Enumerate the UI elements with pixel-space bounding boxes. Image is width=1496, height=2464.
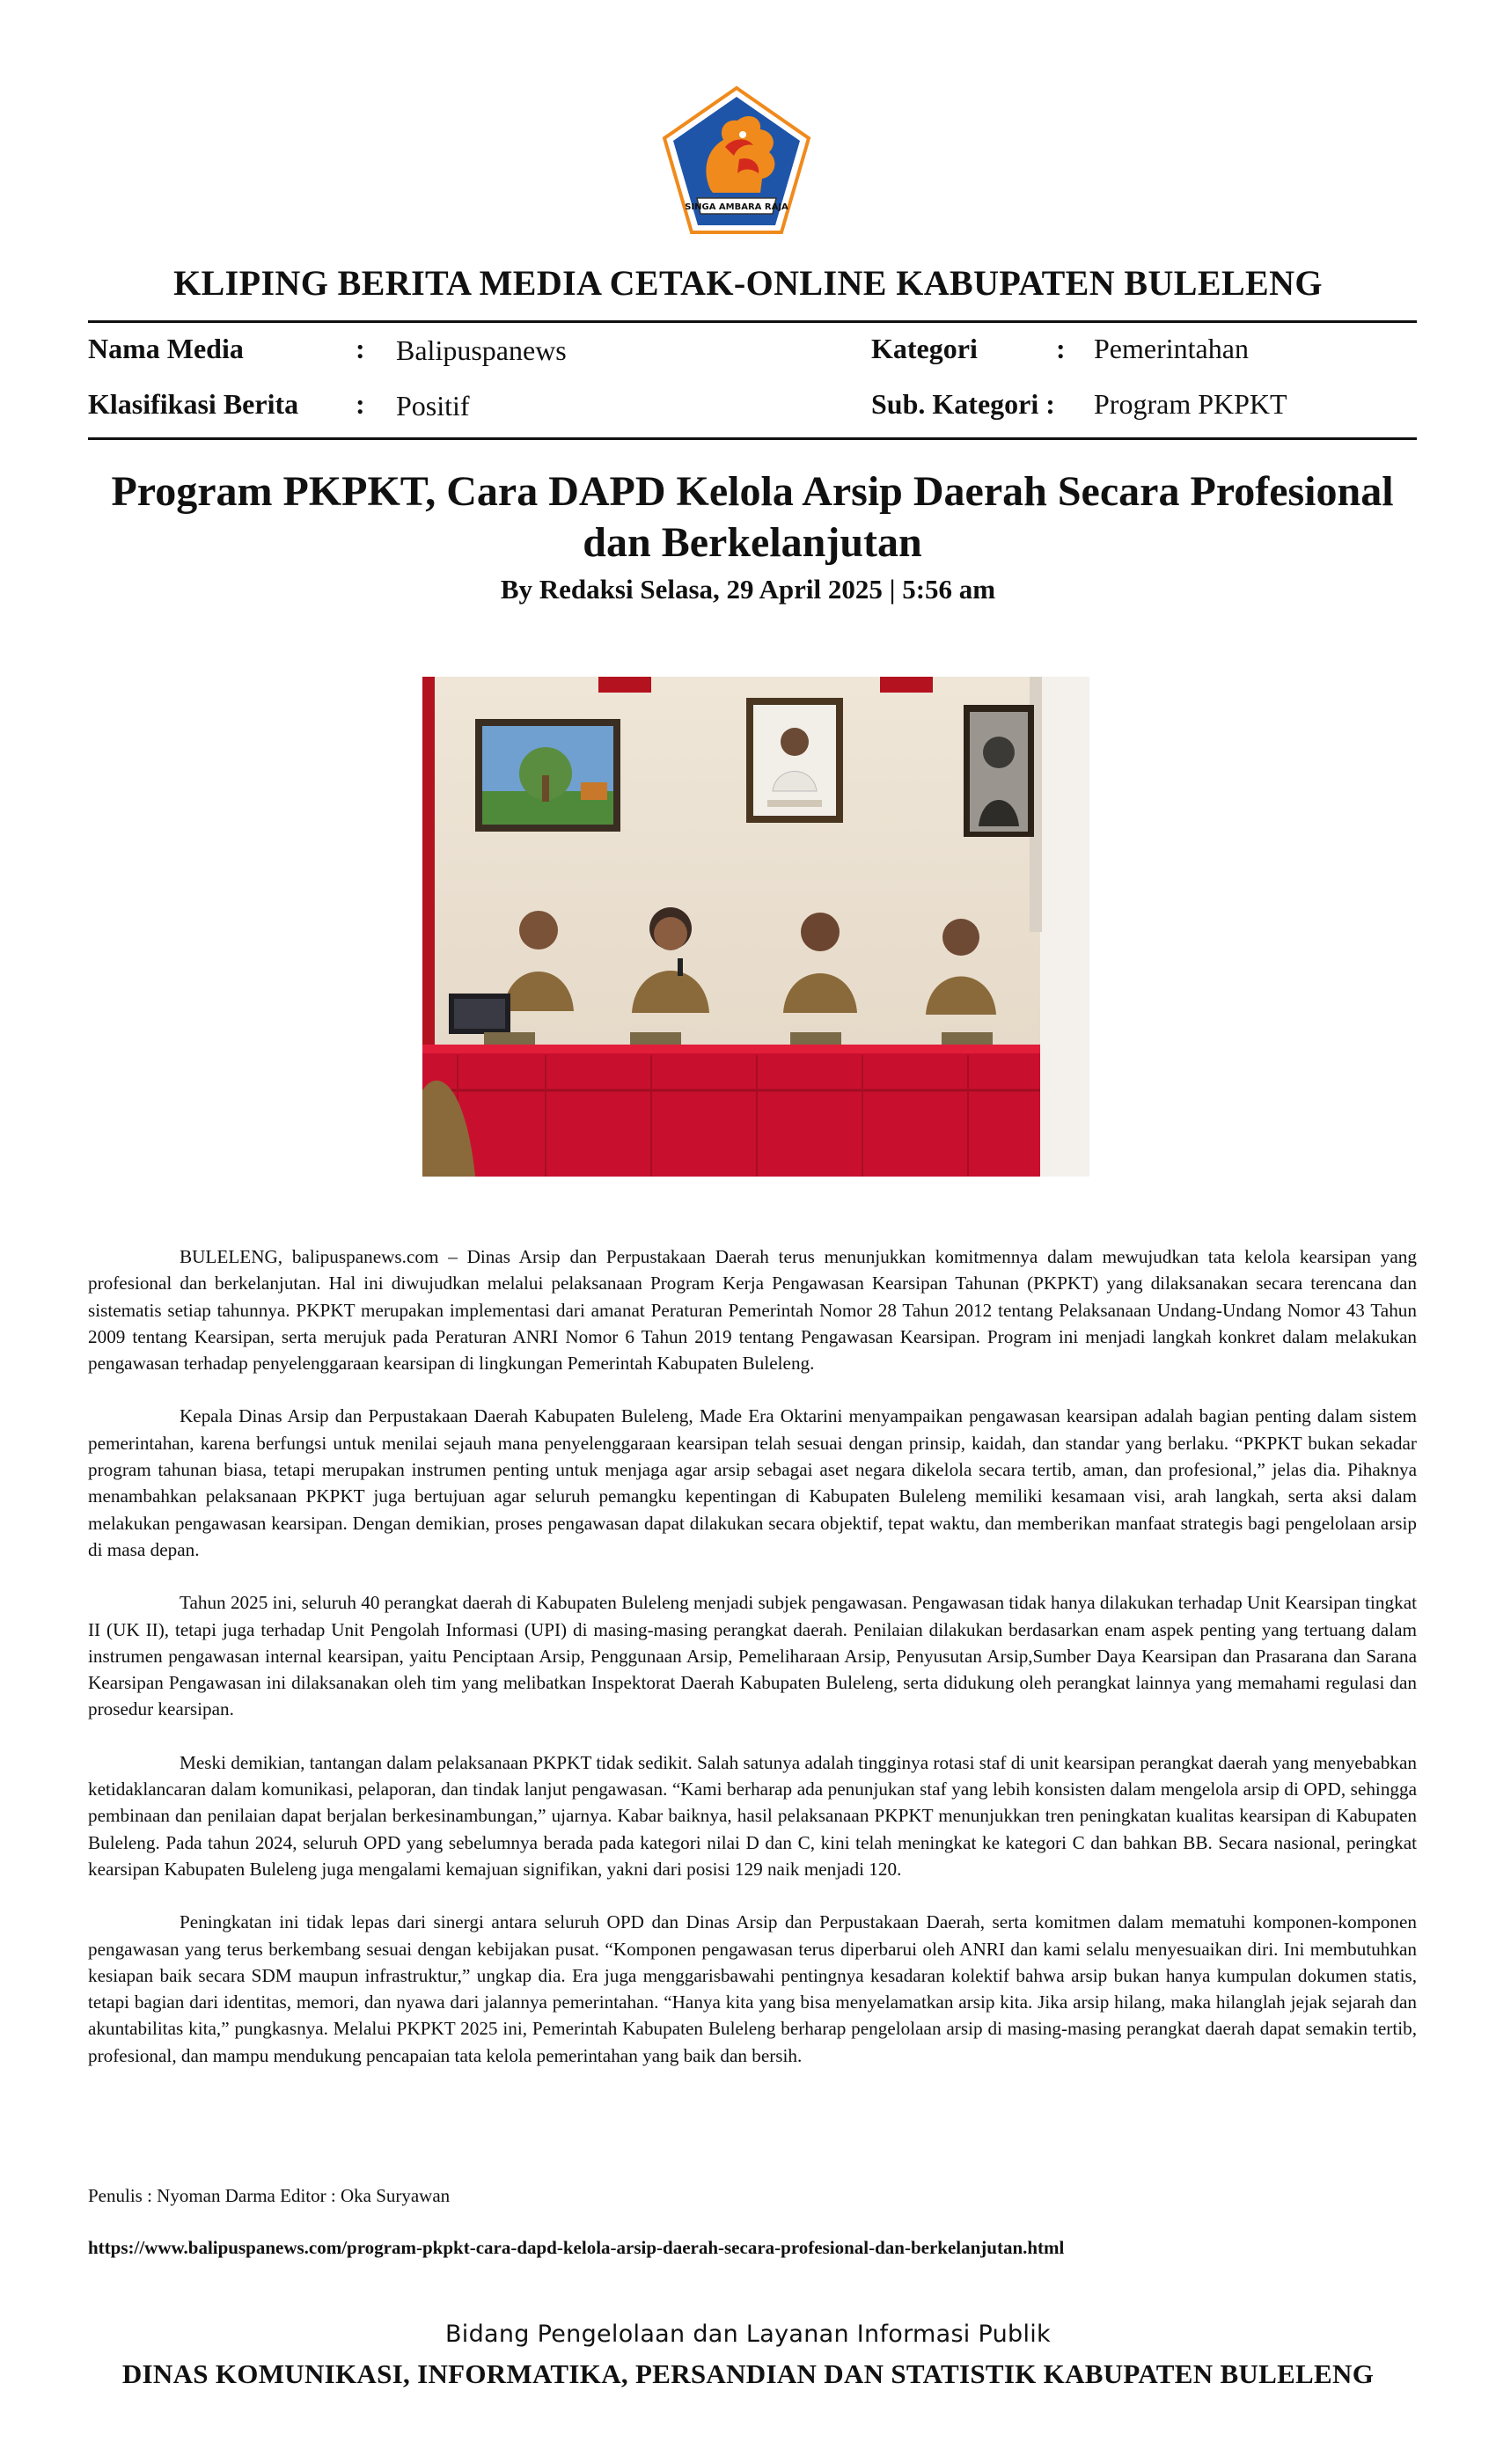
footer-agency: DINAS KOMUNIKASI, INFORMATIKA, PERSANDIAN DAN STATISTIK KABUPATEN BULELENG [121, 2358, 1375, 2389]
article-photo [422, 677, 1089, 1177]
footer-division: Bidang Pengelolaan dan Layanan Informasi Publik [444, 2321, 1051, 2348]
klasifikasi-label: Klasifikasi Berita [88, 388, 299, 420]
article-title: Program PKPKT, Cara DAPD Kelola Arsip Daerah Secara Profesional dan Berkelanjutan [111, 468, 1394, 566]
header-divider-top [88, 320, 1417, 323]
klasifikasi-value: Positif [396, 390, 470, 422]
subkategori-label: Sub. Kategori : [871, 388, 1055, 420]
kliping-header-title: KLIPING BERITA MEDIA CETAK-ONLINE KABUPATEN BULELENG [173, 263, 1323, 303]
media-value: Balipuspanews [396, 334, 567, 366]
meta-media-row [88, 333, 244, 365]
buleleng-emblem-logo [662, 85, 811, 235]
logo-motto: SINGA AMBARA RAJA [685, 202, 788, 212]
article-paragraph-5: Peningkatan ini tidak lepas dari sinergi antara seluruh OPD dan Dinas Arsip dan Perpustakaan Daerah, serta komitmen dalam mematuhi komponen-komponen pengawasan yang terus berkembang sesuai dengan kebijakan pusat. “Komponen pengawasan terus diperbarui oleh ANRI dan kami selalu menyesuaikan diri. Ini membutuhkan kesiapan baik secara SDM maupun infrastruktur,” ungkap dia. Era juga menggarisbawahi pentingnya kesadaran kolektif bahwa arsip bukan hanya kumpulan dokumen statis, tetapi bagian dari identitas, memori, dan nyawa dari jalannya pemerintahan. “Hanya kita yang bisa menyelamatkan arsip kita. Jika arsip hilang, maka hilanglah jejak sejarah dan akuntabilitas kita,” pungkasnya. Melalui PKPKT 2025 ini, Pemerintah Kabupaten Buleleng berharap pengelolaan arsip di masing-masing perangkat daerah dapat semakin tertib, profesional, dan mampu mendukung pencapaian tata kelola pemerintahan yang baik dan bersih. [88, 1911, 1417, 2066]
kategori-value: Pemerintahan [1094, 333, 1249, 364]
historical-portrait-frame [964, 705, 1034, 837]
red-draped-table [422, 1045, 1040, 1177]
kategori-colon: : [1056, 333, 1066, 364]
article-byline: By Redaksi Selasa, 29 April 2025 | 5:56 am [500, 574, 996, 605]
article-body [88, 1243, 1417, 2095]
article-paragraph-1: BULELENG, balipuspanews.com – Dinas Arsip dan Perpustakaan Daerah terus menunjukkan komitmennya dalam mewujudkan tata kelola kearsipan yang profesional dan berkelanjutan. Hal ini diwujudkan melalui pelaksanaan Program Kerja Pengawasan Kearsipan Tahunan (PKPKT) yang dilaksanakan secara terencana dan sistematis setiap tahunnya. PKPKT merupakan implementasi dari amanat Peraturan Pemerintah Nomor 28 Tahun 2012 tentang Pelaksanaan Undang-Undang Nomor 43 Tahun 2009 tentang Kearsipan, serta merujuk pada Peraturan ANRI Nomor 6 Tahun 2019 tentang Pengawasan Kearsipan. Program ini menjadi langkah konkret dalam melakukan pengawasan terhadap penyelenggaraan kearsipan di lingkungan Pemerintah Kabupaten Buleleng. [88, 1246, 1417, 1375]
article-credits: Penulis : Nyoman Darma Editor : Oka Suryawan [88, 2185, 451, 2206]
wall-painting-frame [475, 719, 620, 832]
official-portrait-frame [746, 698, 843, 823]
klasifikasi-colon: : [356, 388, 365, 420]
media-label: Nama Media [88, 333, 244, 364]
article-paragraph-2: Kepala Dinas Arsip dan Perpustakaan Daerah Kabupaten Buleleng, Made Era Oktarini menyampaikan pengawasan kearsipan adalah bagian penting dalam sistem pemerintahan, karena berfungsi untuk menilai sejauh mana penyelenggaraan kearsipan telah sesuai dengan prinsip, kaidah, dan standar yang berlaku. “PKPKT bukan sekadar program tahunan biasa, tetapi merupakan instrumen penting untuk menjaga agar arsip sebagai aset negara dikelola secara tertib, aman, dan profesional,” jelas dia. Pihaknya menambahkan pelaksanaan PKPKT juga bertujuan agar seluruh pemangku kepentingan di Kabupaten Buleleng memiliki kesamaan visi, arah langkah, serta aksi dalam melakukan pengawasan kearsipan. Dengan demikian, proses pengawasan dapat dilakukan secara objektif, tepat waktu, dan memberikan manfaat strategis bagi pengelolaan arsip di masa depan. [88, 1405, 1417, 1560]
source-url-link[interactable]: https://www.balipuspanews.com/program-pkpkt-cara-dapd-kelola-arsip-daerah-secara-profesional-dan-berkelanjutan.html [88, 2237, 1065, 2258]
article-paragraph-4: Meski demikian, tantangan dalam pelaksanaan PKPKT tidak sedikit. Salah satunya adalah tingginya rotasi staf di unit kearsipan perangkat daerah yang menyebabkan ketidaklancaran dalam komunikasi, pelaporan, dan tindak lanjut pengawasan. “Kami berharap ada penunjukan staf yang lebih konsisten dalam mengelola arsip di OPD, sehingga pembinaan dan penilaian dapat berjalan berkesinambungan,” ujarnya. Kabar baiknya, hasil pelaksanaan PKPKT menunjukkan tren peningkatan kualitas kearsipan di Kabupaten Buleleng. Pada tahun 2024, seluruh OPD yang sebelumnya berada pada kategori nilai D dan C, kini telah meningkat ke kategori C dan bahkan BB. Secara nasional, peringkat kearsipan Kabupaten Buleleng juga mengalami kemajuan signifikan, yakni dari posisi 129 naik menjadi 120. [88, 1751, 1417, 1880]
header-divider-bottom [88, 437, 1417, 440]
subkategori-value: Program PKPKT [1094, 388, 1287, 420]
article-paragraph-3: Tahun 2025 ini, seluruh 40 perangkat daerah di Kabupaten Buleleng menjadi subjek pengawasan. Pengawasan tidak hanya dilakukan terhadap Unit Kearsipan tingkat II (UK II), tetapi juga terhadap Unit Pengolah Informasi (UPI) di masing-masing perangkat daerah. Penilaian dilakukan berdasarkan enam aspek penting yang tertuang dalam instrumen pengawasan internal kearsipan, yaitu Penciptaan Arsip, Penggunaan Arsip, Pemeliharaan Arsip, Penyusutan Arsip,Sumber Daya Kearsipan dan Prasarana dan Sarana Kearsipan Pengawasan ini dilaksanakan oleh tim yang melibatkan Inspektorat Daerah Kabupaten Buleleng, serta didukung oleh perangkat lainnya yang memahami regulasi dan prosedur kearsipan. [88, 1592, 1417, 1720]
media-colon: : [356, 333, 365, 364]
kategori-label: Kategori [871, 333, 978, 364]
